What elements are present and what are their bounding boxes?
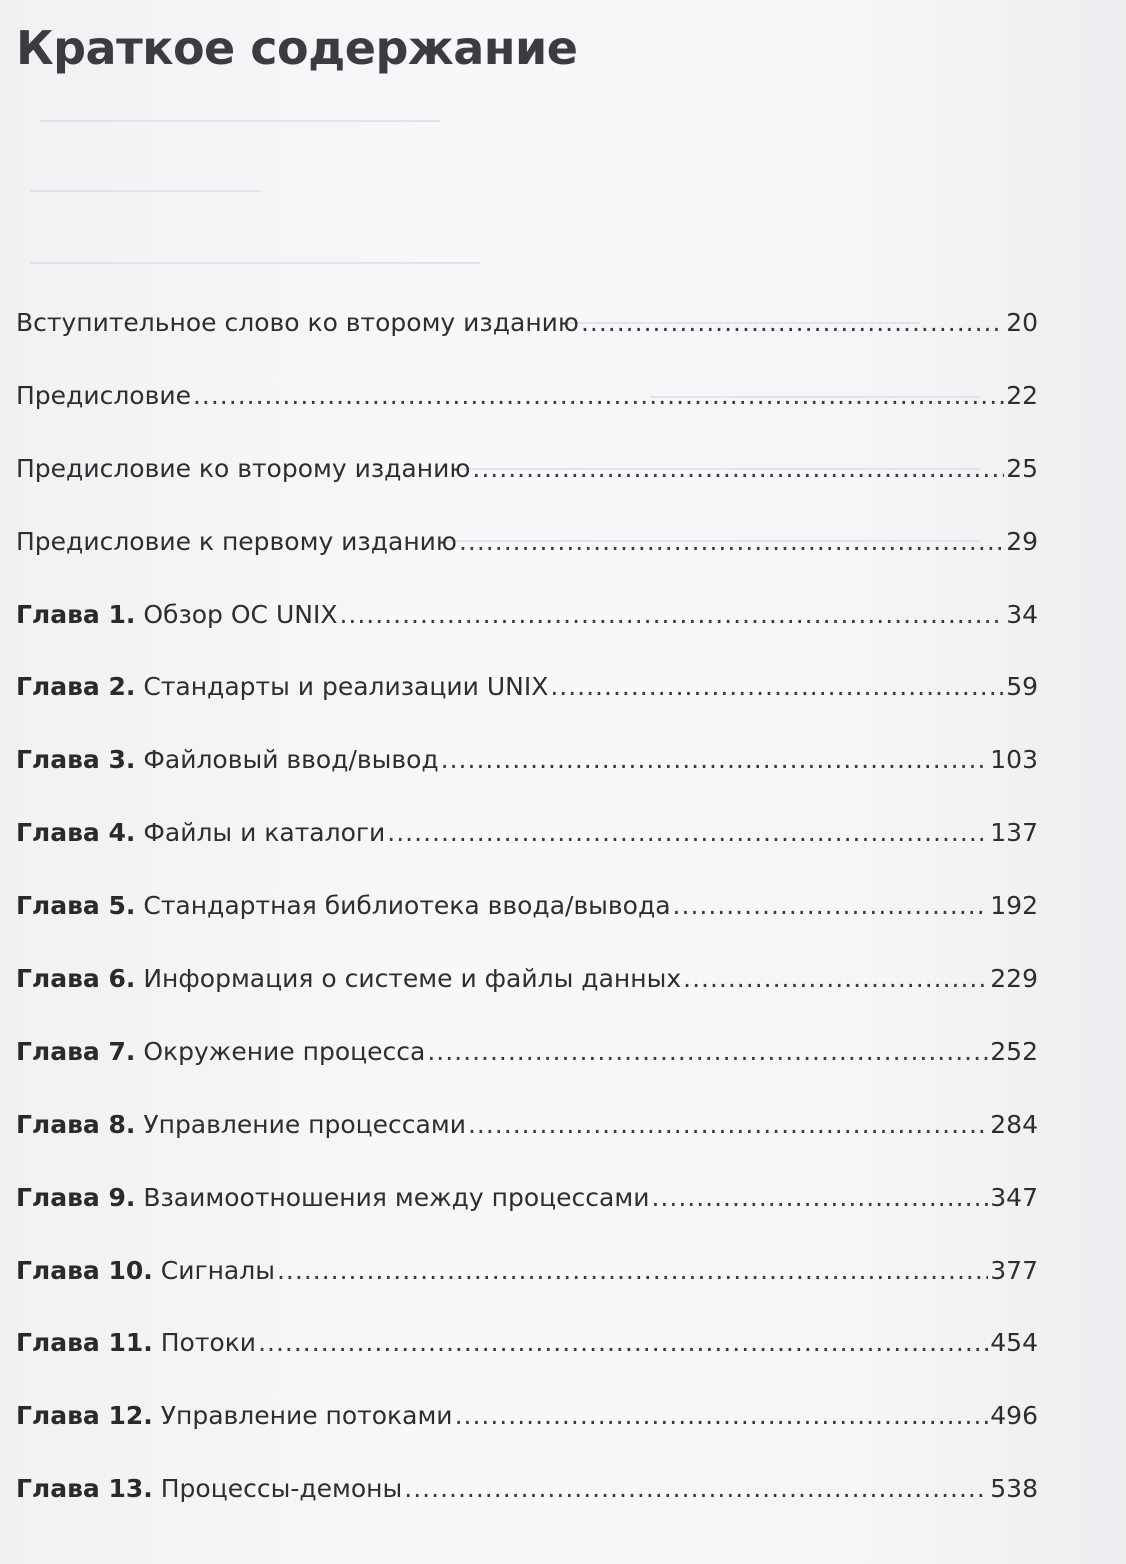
dot-leader — [277, 1256, 988, 1285]
toc-entry[interactable] — [16, 454, 1038, 527]
chapter-number: Глава 9. — [16, 1182, 136, 1212]
chapter-number: Глава 2. — [16, 672, 136, 702]
toc-entry[interactable] — [16, 600, 1038, 673]
page-number: 377 — [990, 1255, 1038, 1285]
entry-title: Предисловие — [16, 380, 191, 410]
chapter-number: Глава 1. — [16, 599, 136, 629]
entry-title: Обзор ОС UNIX — [143, 599, 338, 629]
page-number: 22 — [1006, 380, 1038, 410]
page-number: 496 — [990, 1401, 1038, 1431]
page-title: Краткое содержание — [16, 21, 578, 75]
page-number: 252 — [990, 1036, 1038, 1066]
toc-entry[interactable] — [16, 381, 1038, 454]
page-number: 59 — [1006, 672, 1038, 702]
dot-leader — [455, 1401, 989, 1430]
chapter-number: Глава 13. — [16, 1474, 153, 1504]
dot-leader — [404, 1474, 988, 1503]
page-number: 192 — [990, 891, 1038, 921]
entry-title: Процессы-демоны — [160, 1474, 403, 1504]
toc-entry[interactable] — [16, 1110, 1038, 1183]
toc-entry[interactable] — [16, 1328, 1038, 1401]
entry-title: Управление процессами — [143, 1109, 466, 1139]
dot-leader — [550, 672, 1004, 701]
toc-entry[interactable] — [16, 527, 1038, 600]
dot-leader — [581, 308, 1004, 337]
page-number: 454 — [990, 1328, 1038, 1358]
page-number: 103 — [990, 745, 1038, 775]
entry-title: Окружение процесса — [143, 1036, 426, 1066]
dot-leader — [387, 818, 988, 847]
toc-entry[interactable] — [16, 1474, 1038, 1547]
chapter-number: Глава 7. — [16, 1036, 136, 1066]
bleed-through-rule — [40, 120, 440, 122]
toc-entry[interactable] — [16, 1401, 1038, 1474]
page-number: 20 — [1006, 308, 1038, 337]
toc-entry[interactable] — [16, 308, 1038, 381]
entry-title: Вступительное слово ко второму изданию — [16, 308, 579, 337]
page-number: 29 — [1006, 526, 1038, 556]
chapter-number: Глава 3. — [16, 745, 136, 775]
toc-entry[interactable] — [16, 745, 1038, 818]
dot-leader — [683, 964, 988, 993]
chapter-number: Глава 10. — [16, 1255, 153, 1285]
page-number: 229 — [990, 964, 1038, 994]
entry-title: Файлы и каталоги — [143, 818, 386, 848]
page-number: 347 — [990, 1182, 1038, 1212]
dot-leader — [258, 1328, 988, 1357]
chapter-number: Глава 12. — [16, 1401, 153, 1431]
entry-title: Взаимоотношения между процессами — [143, 1182, 650, 1212]
toc-entry[interactable] — [16, 891, 1038, 964]
entry-title: Предисловие ко второму изданию — [16, 453, 471, 483]
page-number: 34 — [1006, 599, 1038, 629]
chapter-number: Глава 5. — [16, 891, 136, 921]
toc-entry[interactable] — [16, 818, 1038, 891]
bleed-through-rule — [30, 262, 480, 264]
dot-leader — [441, 745, 989, 774]
entry-title: Сигналы — [160, 1255, 275, 1285]
bleed-through-rule — [30, 190, 260, 192]
entry-title: Информация о системе и файлы данных — [143, 964, 682, 994]
dot-leader — [472, 454, 1004, 483]
dot-leader — [468, 1110, 988, 1139]
dot-leader — [459, 527, 1004, 556]
dot-leader — [673, 891, 989, 920]
toc-entry[interactable] — [16, 672, 1038, 745]
toc-entry[interactable] — [16, 1037, 1038, 1110]
chapter-number: Глава 4. — [16, 818, 136, 848]
chapter-number: Глава 11. — [16, 1328, 153, 1358]
page-number: 137 — [990, 818, 1038, 848]
dot-leader — [193, 381, 1004, 410]
entry-title: Предисловие к первому изданию — [16, 526, 457, 556]
dot-leader — [427, 1037, 988, 1066]
toc-entry[interactable] — [16, 964, 1038, 1037]
toc-entry[interactable] — [16, 1183, 1038, 1256]
page-number: 538 — [990, 1474, 1038, 1504]
chapter-number: Глава 8. — [16, 1109, 136, 1139]
entry-title: Управление потоками — [160, 1401, 453, 1431]
page-number: 284 — [990, 1109, 1038, 1139]
dot-leader — [651, 1183, 988, 1212]
entry-title: Стандартная библиотека ввода/вывода — [143, 891, 671, 921]
chapter-number: Глава 6. — [16, 964, 136, 994]
toc-entry[interactable] — [16, 1256, 1038, 1329]
dot-leader — [339, 600, 1004, 629]
entry-title: Потоки — [160, 1328, 257, 1358]
entry-title: Стандарты и реализации UNIX — [143, 672, 549, 702]
entry-title: Файловый ввод/вывод — [143, 745, 439, 775]
page-number: 25 — [1006, 453, 1038, 483]
table-of-contents — [16, 308, 1038, 1547]
